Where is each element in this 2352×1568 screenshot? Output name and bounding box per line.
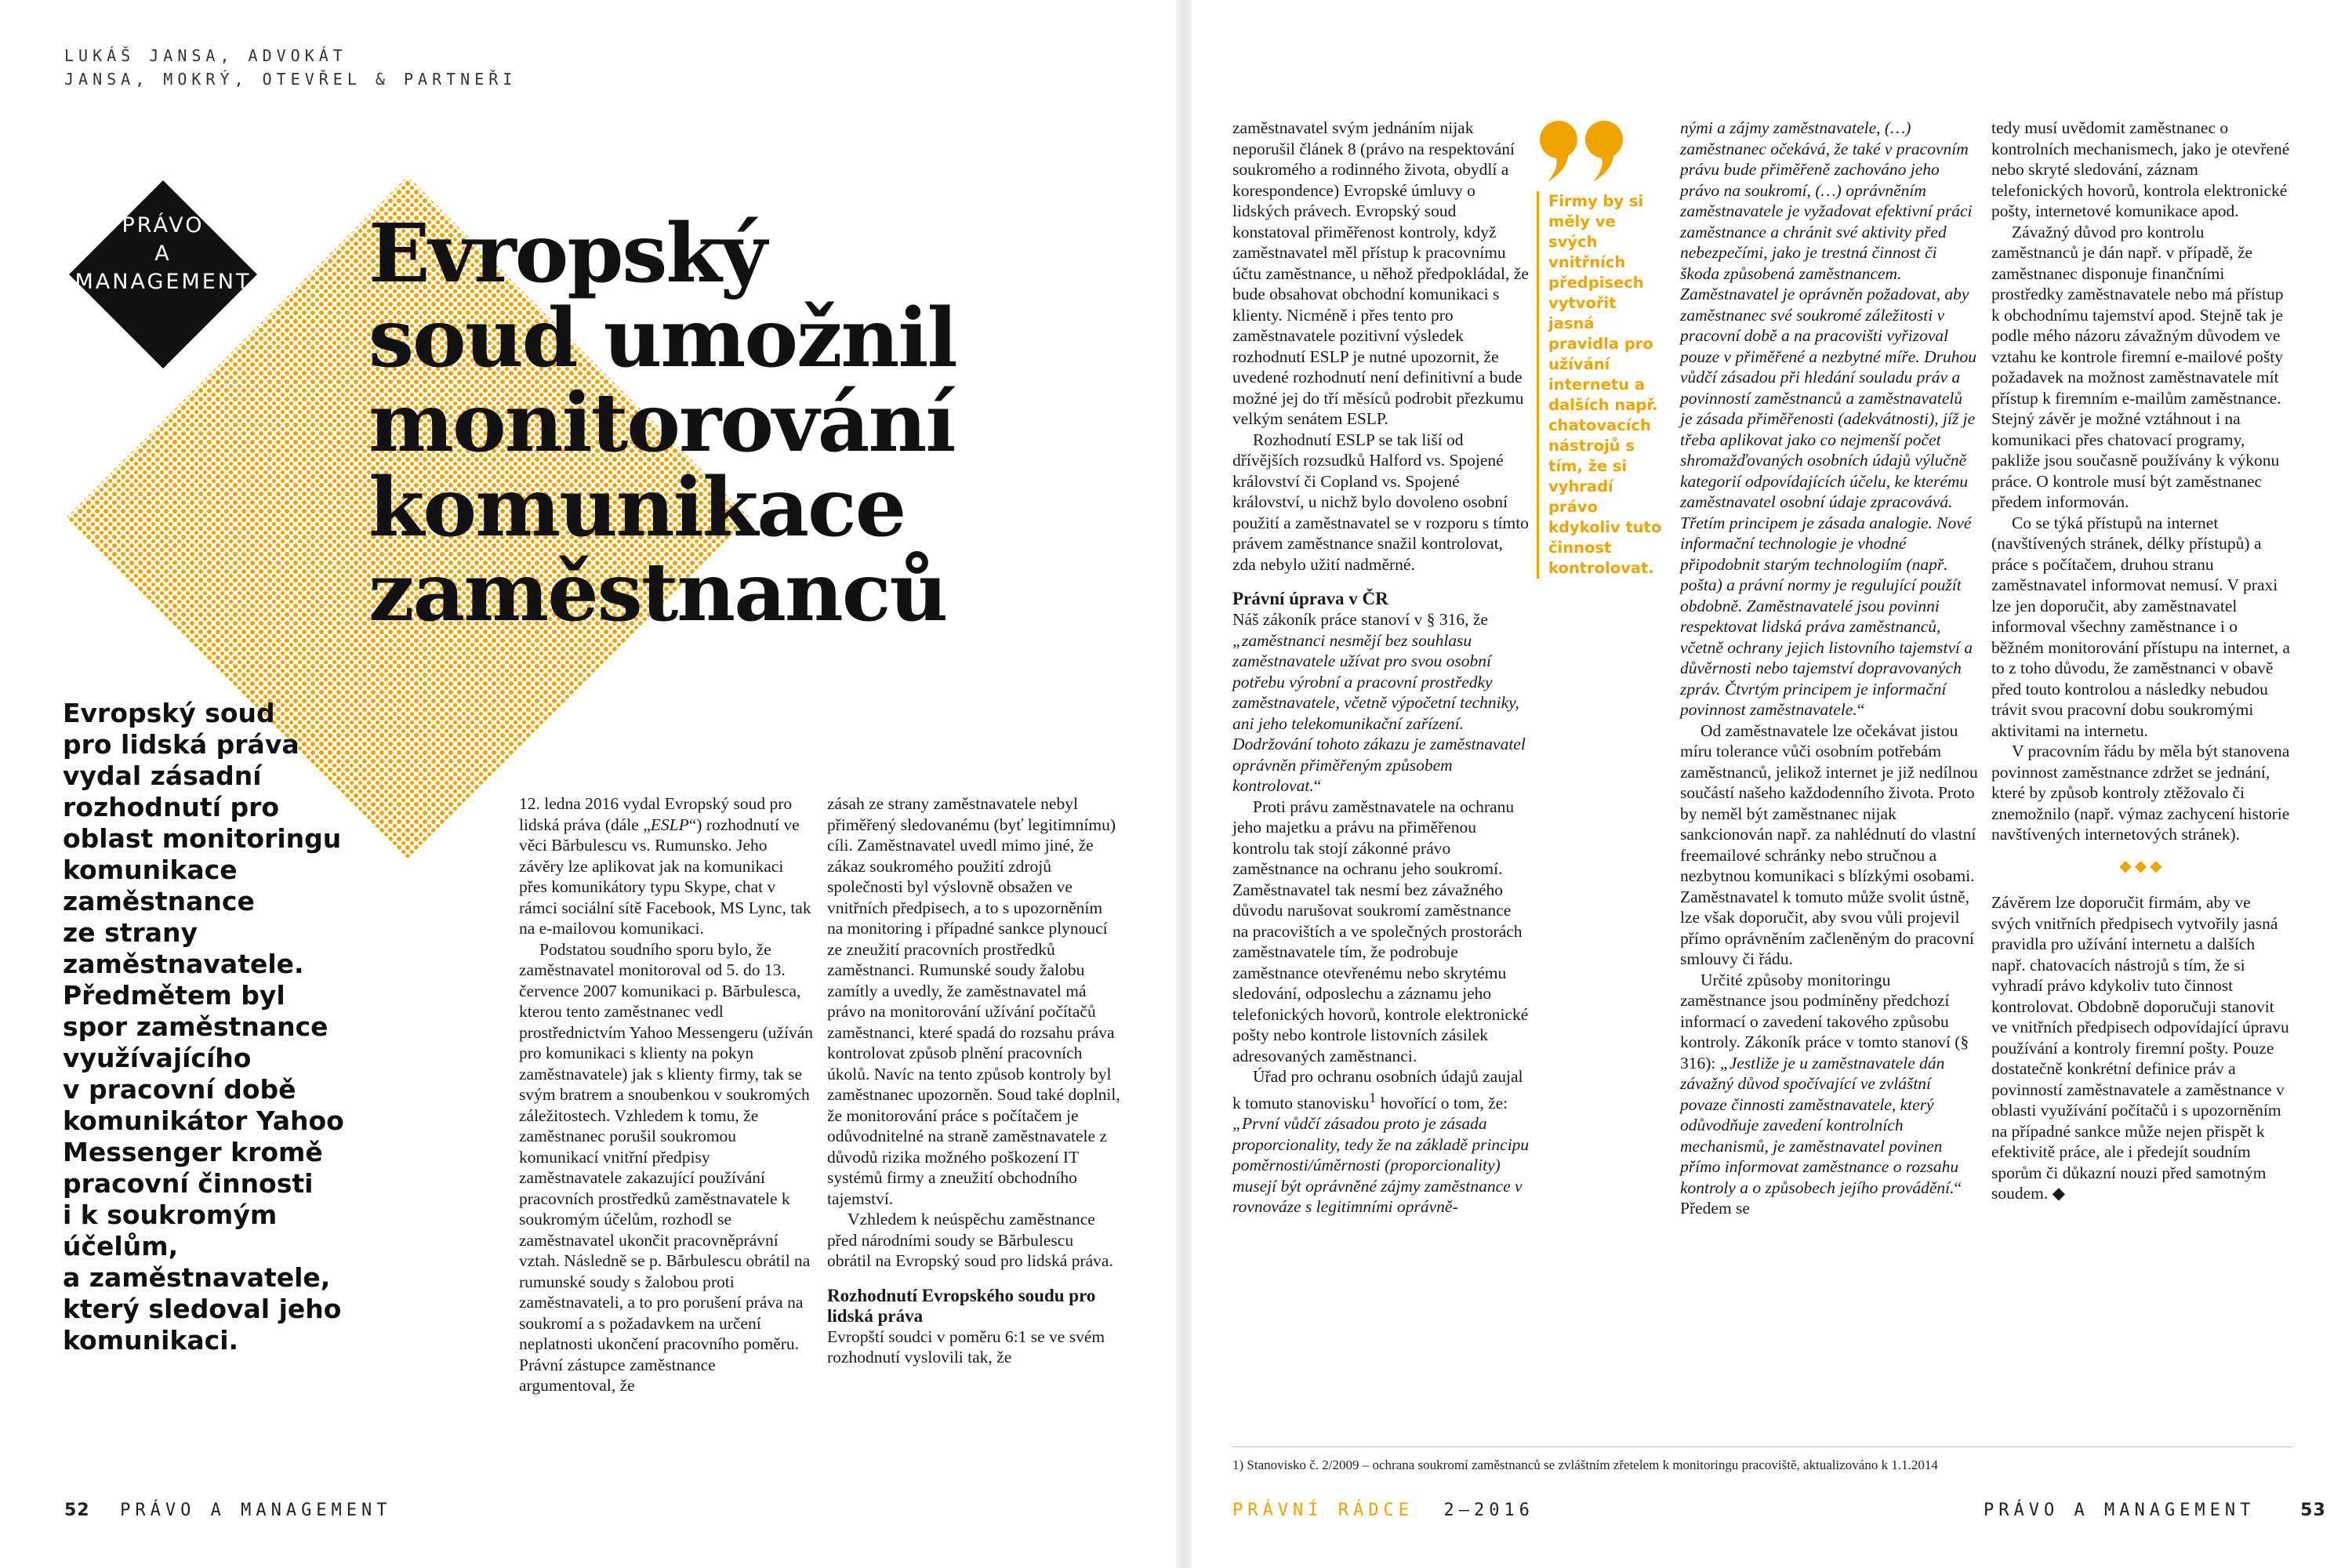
lead-line: Předmětem byl — [63, 980, 285, 1011]
text-run: hovořící o tom, že: — [1376, 1093, 1508, 1112]
author-name: LUKÁŠ JANSA, ADVOKÁT — [64, 46, 347, 65]
lead-line: účelům, — [63, 1231, 179, 1261]
subheading: Právní úprava v ČR — [1232, 589, 1388, 608]
lead-line: který sledoval jeho — [63, 1294, 342, 1324]
paragraph: Od zaměstnavatele lze očekávat jistou míru tolerance vůči osobním potřebám zaměstnanců, jelikož internet je již nedílnou součástí našeho každodenního života. Proto by neměl být zaměstnanec nijak sankcionován např. za nahlédnutí do vlastní freemailové schránky nebo stručnou a nezbytnou komunikaci s blízkými osobami. Zaměstnavatel k tomuto může svolit ústně, lze však doporučit, aby svou vůli projevil přímo oprávněním začleněným do pracovní smlouvy či řádu. — [1680, 720, 1978, 968]
right-folio — [1984, 1501, 2326, 1520]
text-run: “ — [1857, 700, 1865, 719]
paragraph: V pracovním řádu by měla být stanovena povinnost zaměstnance zdržet se jednání, které by způsob kontroly ztěžovalo či znemožnilo (např. výmaz zachycení historie navštívených internetových stránek). — [1991, 742, 2290, 844]
author-firm: JANSA, MOKRÝ, OTEVŘEL & PARTNEŘI — [64, 70, 517, 89]
lead-line: vydal zásadní — [63, 760, 262, 791]
title-line: soud umožnil — [368, 291, 956, 386]
lead-line: využívajícího — [63, 1043, 252, 1073]
spread-gutter — [1176, 0, 1192, 1568]
paragraph: Rozhodnutí ESLP se tak liší od dřívějších rozsudků Halford vs. Spojené království či Copland vs. Spojené království, u nichž bylo dovoleno osobní použití a zaměstnavatel se v rozporu s tímto právem zaměstnance snažil kontrolovat, zda nebylo užití nadměrné. — [1232, 430, 1529, 574]
paragraph: Podstatou soudního sporu bylo, že zaměstnavatel monitoroval od 5. do 13. července 2007 komunikaci p. Bărbulesca, kterou tento zaměstnanec vedl prostřednictvím Yahoo Messengeru (užíván pro komunikaci s klienty na pokyn zaměstnavatele) jak s klienty firmy, tak se svým bratrem a snoubenkou v soukromých záležitostech. Vzhledem k tomu, že zaměstnanec porušil soukromou komunikací vnitřní předpisy zaměstnavatele zakazující používání pracovních prostředků zaměstnavatele k soukromým účelům, rozhodl se zaměstnavatel ukončit pracovněprávní vztah. Následně se p. Bărbulescu obrátil na rumunské soudy s žalobou proti zaměstnavateli, a to pro porušení práva na soukromí a s požadavkem na určení neplatnosti ukončení pracovního poměru. Právní zástupce zaměstnance argumentoval, že — [519, 939, 813, 1395]
subheading: Rozhodnutí Evropského soudu pro lidská práva — [827, 1285, 1096, 1326]
text-run-italic: ESLP — [650, 815, 689, 834]
paragraph: tedy musí uvědomit zaměstnanec o kontrolních mechanismech, jako je otevřené nebo skryté sledování, záznam telefonických hovorů, kontrola elektronické pošty, internetové komunikace apod. — [1991, 118, 2290, 220]
pull-quote-text: Firmy by si měly ve svých vnitřních předpisech vytvořit jasná pravidla pro užívání internetu a dalších např. chatovacích nástrojů s tím, že si vyhradí právo kdykoliv tuto činnost kontrolovat. — [1537, 191, 1662, 579]
badge-line-1: PRÁVO — [122, 213, 205, 238]
lead-line: pro lidská práva — [63, 729, 299, 760]
text-run: Určité způsoby monitoringu zaměstnance jsou podmíněny předchozí informací o zavedení takového způsobu kontroly. Zákoník práce v tomto stanoví (§ 316): — [1680, 970, 1969, 1073]
footnote-ref: 1 — [1369, 1089, 1377, 1105]
paragraph: Evropští soudci v poměru 6:1 se ve svém rozhodnutí vyslovili tak, že — [827, 1327, 1105, 1367]
text-run: “) rozhodnutí ve věci Bărbulescu vs. Rumunsko. Jeho závěry lze aplikovat jak na komunikaci přes komunikátory typu Skype, chat v rámci sociální sítě Facebook, MS Lync, tak na e-mailovou komunikaci. — [519, 815, 811, 938]
left-folio — [64, 1501, 392, 1520]
text-run: Úřad pro ochranu osobních údajů zaujal k tomuto stanovisku — [1232, 1067, 1523, 1112]
footnote-divider — [1232, 1446, 2292, 1447]
lead-line: zaměstnavatele. — [63, 949, 304, 979]
quote-mark-icon — [1537, 118, 1631, 183]
paragraph: zaměstnavatel svým jednáním nijak neporušil článek 8 (právo na respektování soukromého a rodinného života, obydlí a korespondence) Evropské úmluvy o lidských právech. Evropský soud konstatoval přiměřenost kontroly, když zaměstnavatel měl přístup k pracovnímu účtu zaměstnance, u něhož předpokládal, že bude obsahovat obchodní komunikaci s klienty. Nicméně i přes tento pro zaměstnavatele pozitivní výsledek rozhodnutí ESLP je nutné upozornit, že uvedené rozhodnutí není definitivní a bude možné jej do tří měsíců podrobit přezkumu velkým senátem ESLP. — [1232, 118, 1529, 428]
paragraph — [1232, 609, 1530, 797]
lead-line: oblast monitoringu — [63, 823, 342, 854]
lead-line: v pracovní době — [63, 1074, 296, 1105]
lead-line: pracovní činnosti — [63, 1168, 314, 1199]
section-badge-label — [69, 212, 257, 296]
body-column-5 — [1991, 118, 2293, 1204]
paragraph: Závažný důvod pro kontrolu zaměstnanců je dán např. v případě, že zaměstnanec disponuje finančními prostředky zaměstnavatele nebo má přístup k obchodnímu tajemství apod. Stejně tak je podle mého názoru závažným důvodem ve vztahu ke kontrole firemní e-mailové pošty požadavek na možnost zaměstnavatele mít přístup k firemním e-mailům zaměstnance. Stejný závěr je možné vztáhnout i na komunikaci přes chatovací programy, pakliže jsou současně používány k výkonu práce. O kontrole musí být zaměstnanec předem informován. — [1991, 222, 2284, 511]
pull-quote — [1537, 118, 1662, 579]
lead-line: Evropský soud — [63, 698, 275, 728]
lead-line: rozhodnutí pro — [63, 792, 280, 822]
lead-line: Messenger kromě — [63, 1137, 323, 1167]
paragraph: Co se týká přístupů na internet (navštívených stránek, délky přístupů) a práce s počítačem, druhou stranu zaměstnavatel informovat nemusí. V praxi lze jen doporučit, aby zaměstnavatel informoval všechny zaměstnance i o běžném monitorování přístupu na internet, a to z toho důvodu, že zaměstnanci v obavě před touto kontrolou a následky nebudou trávit svou pracovní dobu soukromými aktivitami na internetu. — [1991, 513, 2290, 740]
lead-line: komunikace — [63, 855, 238, 885]
paragraph — [1232, 1066, 1530, 1218]
lead-line: a zaměstnavatele, — [63, 1262, 331, 1293]
paragraph: Závěrem lze doporučit firmám, aby ve svých vnitřních předpisech vytvořily jasná pravidla pro užívání internetu a dalších např. chatovacích nástrojů s tím, že si vyhradí právo kdykoliv tuto činnost kontrolovat. Obdobně doporučuji stanovit ve vnitřních předpisech odpovídající úpravu používání a kontroly firemní pošty. Pouze dostatečně konkrétní definice práv a povinností zaměstnavatele a zaměstnance v oblasti využívání počítačů i s upozorněním na případné sankce může nejen přispět k efektivitě práce, ale i předejít soudním sporům či důkazní nouzi před samotným soudem. ◆ — [1991, 893, 2289, 1203]
issue-number: 2—2016 — [1443, 1501, 1534, 1520]
article-title — [368, 206, 1058, 640]
page-number: 52 — [64, 1501, 90, 1520]
body-column-2 — [827, 793, 1121, 1368]
text-run: Náš zákoník práce stanoví v § 316, že — [1232, 610, 1488, 629]
article-lead — [63, 698, 392, 1356]
paragraph: Proti právu zaměstnavatele na ochranu jeho majetku a právu na přiměřenou kontrolu tak stojí zákonné právo zaměstnance na ochranu jeho soukromí. Zaměstnavatel tak nesmí bez závažného důvodu narušovat soukromí zaměstnance na pracovištích a ve společných prostorách zaměstnavatele tím, že podrobuje zaměstnance otevřenému nebo skrytému sledování, odposlechu a záznamu jeho telefonických hovorů, kontrole elektronické pošty nebo kontrole listovních zásilek adresovaných zaměstnanci. — [1232, 797, 1529, 1065]
title-line: Evropský — [368, 206, 766, 301]
badge-line-2: A MANAGEMENT — [74, 241, 252, 294]
paragraph — [1680, 118, 1978, 720]
magazine-name: PRÁVNÍ RÁDCE — [1232, 1501, 1414, 1520]
lead-line: ze strany — [63, 917, 198, 948]
body-column-1 — [519, 793, 813, 1396]
lead-line: komunikaci. — [63, 1325, 239, 1356]
title-line: zaměstnanců — [368, 545, 947, 640]
lead-line: komunikátor Yahoo — [63, 1105, 344, 1136]
lead-line: i k soukromým — [63, 1200, 278, 1230]
text-run: “ Předem se — [1680, 1178, 1962, 1218]
title-line: monitorování — [368, 376, 955, 470]
lead-line: zaměstnance — [63, 886, 255, 916]
page-number: 53 — [2300, 1501, 2326, 1520]
title-line: komunikace — [368, 460, 906, 555]
text-run: 12. ledna 2016 vydal Evropský soud pro lidská práva (dále „ — [519, 794, 793, 834]
paragraph — [519, 793, 813, 939]
folio-section: PRÁVO A MANAGEMENT — [120, 1501, 392, 1520]
lead-line: spor zaměstnance — [63, 1011, 328, 1042]
magazine-folio — [1232, 1501, 1534, 1520]
section-ornament: ◆◆◆ — [2119, 857, 2165, 875]
paragraph — [1680, 970, 1978, 1219]
text-run-italic: „zaměstnanci nesmějí bez souhlasu zaměstnavatele užívat pro svou osobní potřebu výrobní a pracovní prostředky zaměstnavatele, včetně výpočetní techniky, ani jeho telekomunikační zařízení. Dodržování tohoto zákazu je zaměstnavatel oprávněn přiměřeným způsobem kontrolovat. — [1232, 630, 1526, 795]
paragraph: Vzhledem k neúspěchu zaměstnance před národními soudy se Bărbulescu obrátil na Evropský soud pro lidská práva. — [827, 1210, 1113, 1270]
text-run-italic: „Jestliže je u zaměstnavatele dán závažný důvod spočívající ve zvláštní povaze činnosti zaměstnavatele, který odůvodňuje zavedení kontrolních mechanismů, je zaměstnavatel povinen přímo informovat zaměstnance o rozsahu kontroly a o způsobech jejího provádění. — [1680, 1053, 1959, 1197]
text-run-italic: „První vůdčí zásadou proto je zásada proporcionality, tedy že na základě principu poměrnosti/úměrnosti (proporcionality) musejí být oprávněné zájmy zaměstnance v rovnováze s legitimními oprávně- — [1232, 1114, 1530, 1217]
folio-section: PRÁVO A MANAGEMENT — [1984, 1501, 2256, 1520]
paragraph: zásah ze strany zaměstnavatele nebyl přiměřený sledovanému (byť legitimnímu) cíli. Zaměstnavatel uvedl mimo jiné, že zákaz soukromého použití zdrojů společnosti byl výslovně obsažen ve vnitřních předpisech, a to s upozorněním na monitoring i případné sankce plynoucí ze zneužití pracovních prostředků zaměstnanci. Rumunské soudy žalobu zamítly a uvedly, že zaměstnavatel má právo na monitorování užívání počítačů zaměstnanci, které spadá do rozsahu práva kontrolovat způsob plnění pracovních úkolů. Navíc na tento způsob kontroly byl zaměstnanec upozorněn. Soud také doplnil, že monitorování práce s počítačem je odůvodnitelné na straně zaměstnavatele z důvodů rizika možného poškození IT systémů firmy a zneužití obchodního tajemství. — [827, 794, 1120, 1208]
body-column-4 — [1680, 118, 1978, 1219]
text-run-italic: nými a zájmy zaměstnavatele, (…) zaměstnanec očekává, že také v pracovním právu bude přiměřeně zachováno jeho právo na soukromí, (…) oprávněním zaměstnavatele je vyžadovat efektivní práci zaměstnance a chránit své aktivity před nebezpečími, jako je trestná činnost či škoda způsobená zaměstnancem. Zaměstnavatel je oprávněn požadovat, aby zaměstnanec své soukromé záležitosti v pracovní době a na pracovišti vyřizoval pouze v přiměřené a nezbytné míře. Druhou vůdčí zásadou při hledání souladu práv a povinností zaměstnanců a zaměstnavatelů je zásada přiměřenosti (adekvátnosti), jíž je třeba aplikovat jako co nejmenší počet shromažďovaných osobních údajů výlučně kategorií odpovídajících účelu, ke kterému zaměstnavatel osobní údaje zpracovává. Třetím principem je zásada analogie. Nové informační technologie je vhodné připodobnit starým technologiím (např. pošta) a právní normy je regulující použít obdobně. Zaměstnavatelé jsou povinni respektovat lidská práva zaměstnanců, včetně ochrany jejich listovního tajemství a důvěrnosti nebo tajemství dopravovaných zpráv. Čtvrtým principem je informační povinnost zaměstnavatele. — [1680, 118, 1976, 719]
footnote: 1) Stanovisko č. 2/2009 – ochrana soukromí zaměstnanců se zvláštním zřetelem k monitoringu pracoviště, aktualizováno k 1.1.2014 — [1232, 1457, 1938, 1472]
text-run: “ — [1313, 776, 1322, 795]
body-column-3 — [1232, 118, 1530, 1218]
